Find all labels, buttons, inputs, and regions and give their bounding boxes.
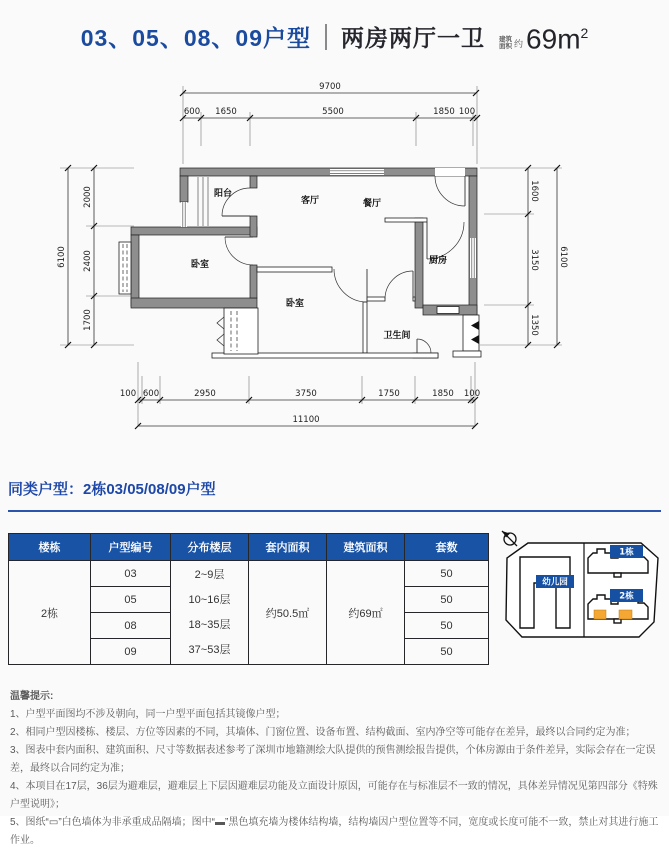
room-label-bedroom-left: 卧室	[190, 260, 210, 270]
svg-text:6100: 6100	[558, 246, 568, 268]
table-header-row	[9, 534, 489, 561]
cell-building: 2栋	[9, 561, 91, 665]
cell-inner-area: 约50.5㎡	[249, 561, 327, 665]
title-divider	[325, 24, 327, 50]
room-label-kitchen: 厨房	[428, 256, 448, 266]
svg-text:2000: 2000	[83, 186, 93, 208]
similar-units-banner: 同类户型：2栋03/05/08/09户型	[8, 478, 661, 512]
svg-text:3150: 3150	[529, 249, 539, 271]
kindergarten-label: 幼儿园	[542, 577, 568, 588]
unit-title: 03、05、08、09户型	[80, 25, 312, 51]
tips-title: 温馨提示:	[10, 691, 54, 702]
room-label-bathroom: 卫生间	[383, 331, 411, 341]
built-area-value	[526, 20, 589, 55]
floors-line: 18~35层	[188, 618, 231, 631]
svg-text:1350: 1350	[529, 314, 539, 336]
page-header	[0, 20, 669, 53]
floors-line: 2~9层	[194, 568, 225, 581]
svg-text:1600: 1600	[529, 180, 539, 202]
table-row	[9, 561, 489, 587]
site-plan	[498, 525, 668, 650]
svg-text:100: 100	[458, 107, 476, 117]
floors-line: 37~53层	[188, 643, 231, 656]
layout-title: 两房两厅一卫	[341, 25, 486, 51]
cell-unit: 08	[91, 613, 171, 639]
room-label-bedroom-mid: 卧室	[285, 299, 305, 309]
svg-text:1850: 1850	[432, 389, 454, 399]
svg-text:100: 100	[119, 389, 137, 399]
cell-count: 50	[405, 561, 489, 587]
svg-text:3750: 3750	[295, 389, 317, 399]
highlighted-unit	[619, 610, 632, 619]
dimension-lines	[68, 93, 557, 426]
cell-count: 50	[405, 587, 489, 613]
svg-text:11100: 11100	[292, 415, 320, 425]
col-header-count: 套数	[405, 534, 489, 561]
svg-text:600: 600	[183, 107, 201, 117]
cell-count: 50	[405, 613, 489, 639]
svg-text:9700: 9700	[319, 82, 341, 92]
building-1-label: 1栋	[619, 547, 634, 558]
room-label-balcony: 阳台	[213, 189, 233, 199]
highlighted-unit	[594, 610, 606, 619]
floors-line: 10~16层	[188, 593, 231, 606]
north-arrow-icon	[502, 531, 517, 546]
built-area-prefix-line1: 建筑	[499, 35, 513, 43]
tip-line-1: 1、户型平面图均不涉及朝向，同一户型平面包括其镜像户型；	[10, 709, 286, 720]
room-label-living: 客厅	[300, 196, 320, 206]
equipment-platform	[453, 315, 481, 357]
built-area-group	[499, 20, 589, 55]
unit-spec-table	[8, 533, 489, 665]
cell-unit: 03	[91, 561, 171, 587]
svg-text:1750: 1750	[378, 389, 400, 399]
built-area-prefix-stack	[499, 36, 512, 50]
svg-text:1650: 1650	[215, 107, 237, 117]
built-area-approx: 约	[514, 38, 524, 49]
col-header-inner-area: 套内面积	[249, 534, 327, 561]
built-area-sup: 2	[580, 25, 589, 42]
tip-line-4: 4、本项目在17层，36层为避难层，避难层上下层因避难层功能及立面设计原因，可能存在与标准层不一致的情况，具体差异情况见第四部分《特殊户型说明》；	[10, 781, 658, 810]
svg-text:1850: 1850	[433, 107, 455, 117]
cell-count: 50	[405, 639, 489, 665]
built-area-number: 69m	[526, 23, 581, 55]
cell-build-area: 约69㎡	[327, 561, 405, 665]
built-area-prefix-line2: 面积	[499, 42, 513, 50]
col-header-unit: 户型编号	[91, 534, 171, 561]
tip-line-5: 5、图纸“▭”白色墙体为非承重成品隔墙；图中“▬”黑色填充墙为楼体结构墙，结构墙因户型位置等不同，宽度或长度可能不一致，禁止对其进行施工作业。	[10, 817, 659, 846]
svg-text:2400: 2400	[83, 250, 93, 272]
svg-text:5500: 5500	[322, 107, 344, 117]
cell-floors	[171, 561, 249, 665]
cell-unit: 05	[91, 587, 171, 613]
building-1	[588, 545, 648, 577]
tip-line-3: 3、图表中套内面积、建筑面积、尺寸等数据表述参考了深圳市地籍测绘大队提供的预售测绘报告提供，个体房源由于条件差异，实际会存在一定误差，最终以合同约定为准；	[10, 745, 656, 774]
building-2-label: 2栋	[619, 591, 634, 602]
col-header-build-area: 建筑面积	[327, 534, 405, 561]
floor-plan	[0, 70, 669, 455]
tips-section	[10, 688, 662, 850]
svg-text:600: 600	[142, 389, 160, 399]
col-header-building: 楼栋	[9, 534, 91, 561]
svg-text:1700: 1700	[83, 309, 93, 331]
tip-line-2: 2、相同户型因楼栋、楼层、方位等因素的不同，其墙体、门窗位置、设备布置、结构截面、室内净空等可能存在差异，最终以合同约定为准；	[10, 727, 636, 738]
cell-unit: 09	[91, 639, 171, 665]
svg-text:6100: 6100	[57, 246, 67, 268]
built-area-prefix	[499, 36, 526, 50]
svg-text:100: 100	[463, 389, 481, 399]
col-header-floors: 分布楼层	[171, 534, 249, 561]
svg-text:2950: 2950	[194, 389, 216, 399]
room-label-dining: 餐厅	[362, 199, 382, 209]
